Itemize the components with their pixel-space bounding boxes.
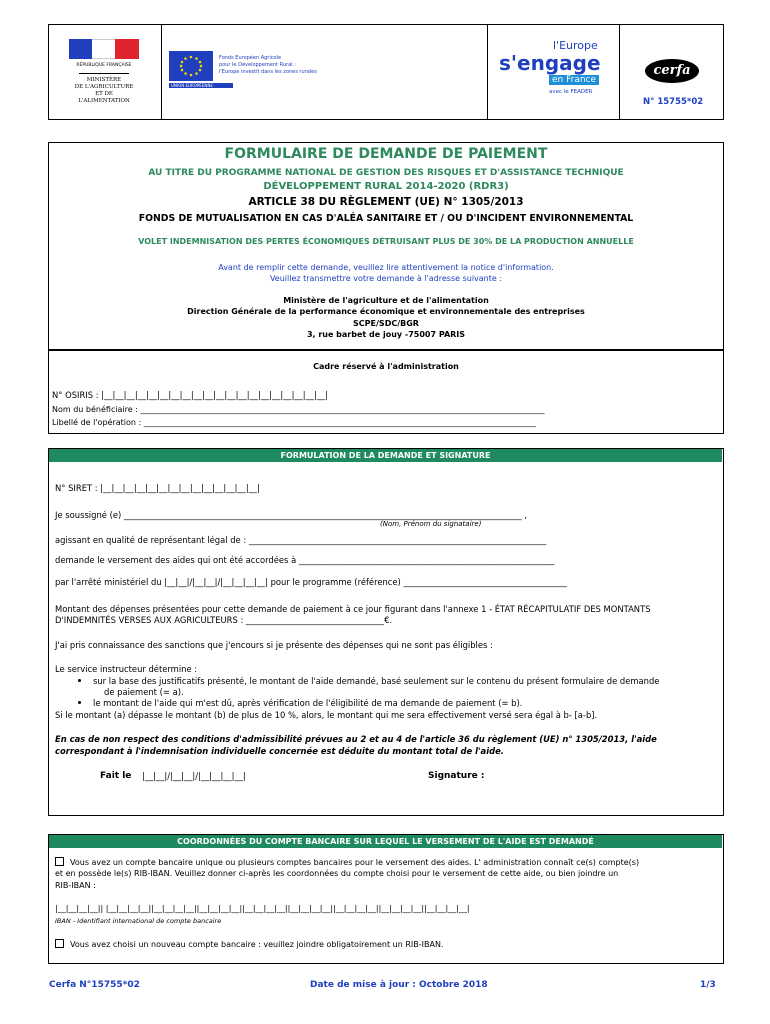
checkbox-unique-account[interactable] — [55, 857, 64, 866]
beneficiaire-field[interactable]: Nom du bénéficiaire : _____________________________________________________________________________________________________ — [52, 405, 545, 414]
banque-header: COORDONNÉES DU COMPTE BANCAIRE SUR LEQUEL LE VERSEMENT DE L'AIDE EST DEMANDÉ — [49, 835, 722, 848]
subtitle-2: DÉVELOPPEMENT RURAL 2014-2020 (RDR3) — [263, 181, 509, 192]
europe-engage-logo: l'Europe s'engage en France avec le FEADER — [499, 39, 601, 95]
form-number: N° 15755*02 — [643, 97, 704, 107]
republique-text: RÉPUBLIQUE FRANÇAISE — [76, 63, 132, 68]
eu-fund-text: Fonds Européen Agricole pour le Développement Rural : l'Europe investit dans les zones rurales — [219, 55, 317, 75]
address-2: Direction Générale de la performance économique et environnementale des entreprises — [187, 307, 585, 316]
eu-flag-logo — [169, 51, 213, 81]
si-montant-text: Si le montant (a) dépasse le montant (b) de plus de 10 %, alors, le montant qui me sera effectivement versé sera égal à b- [a-b]. — [55, 710, 598, 720]
notice-1: Avant de remplir cette demande, veuillez lire attentivement la notice d'information. — [218, 263, 554, 272]
bullet-1b: de paiement (= a). — [104, 687, 184, 697]
divider-line — [161, 25, 162, 119]
soussigne-field[interactable]: Je soussigné (e) _______________________________________________________________________________________________ , — [55, 510, 528, 520]
ministere-text: MINISTÈRE DE L'AGRICULTURE ET DE L'ALIMENTATION — [74, 77, 134, 104]
warning-2: correspondant à l'indemnisation individuelle concernée est déduite du montant total de l'aide. — [55, 746, 504, 756]
divider-line — [619, 25, 620, 119]
checkbox-new-account[interactable] — [55, 939, 64, 948]
montant-line-2[interactable]: D'INDEMNITÉS VERSES AUX AGRICULTEURS : _________________________________€. — [55, 615, 393, 625]
bullet-icon — [78, 701, 81, 704]
divider — [79, 73, 129, 74]
subtitle-5: VOLET INDEMNISATION DES PERTES ÉCONOMIQUES DÉTRUISANT PLUS DE 30% DE LA PRODUCTION ANNUELLE — [138, 237, 634, 246]
address-3: SCPE/SDC/BGR — [353, 319, 419, 328]
siret-field[interactable]: N° SIRET : |__|__|__|__|__|__|__|__|__|__|__|__|__|__| — [55, 483, 260, 493]
sanctions-text: J'ai pris connaissance des sanctions que j'encours si je présente des dépenses qui ne sont pas éligibles : — [55, 640, 493, 650]
bullet-2: le montant de l'aide qui m'est dû, après vérification de l'éligibilité de ma demande de paiement (= b). — [78, 698, 522, 708]
bullet-1: sur la base des justificatifs présenté, le montant de l'aide demandé, basé seulement sur le contenu du présent formulaire de demande — [78, 676, 659, 686]
operation-field[interactable]: Libellé de l'opération : __________________________________________________________________________________________________ — [52, 418, 536, 427]
address-1: Ministère de l'agriculture et de l'alimentation — [283, 296, 489, 305]
option-2[interactable]: Vous avez choisi un nouveau compte bancaire : veuillez joindre obligatoirement un RIB-IBAN. — [55, 939, 444, 949]
subtitle-3: ARTICLE 38 DU RÈGLEMENT (UE) N° 1305/2013 — [248, 196, 524, 208]
arrete-field[interactable]: par l'arrêté ministériel du |__|__|/|__|__|/|__|__|__|__| pour le programme (référence) _______________________________________ — [55, 577, 567, 587]
logo-bar — [48, 24, 724, 120]
notice-2: Veuillez transmettre votre demande à l'adresse suivante : — [269, 274, 503, 283]
warning-1: En cas de non respect des conditions d'admissibilité prévues au 2 et au 4 de l'article 36 du règlement (UE) n° 1305/2013, l'aide — [55, 734, 657, 744]
marianne-logo — [69, 39, 139, 65]
eu-stars-icon — [169, 51, 213, 81]
service-text: Le service instructeur détermine : — [55, 664, 198, 674]
agissant-field[interactable]: agissant en qualité de représentant légal de : _______________________________________________________________________ — [55, 535, 547, 545]
demande-header: FORMULATION DE LA DEMANDE ET SIGNATURE — [49, 449, 722, 462]
option-1[interactable]: Vous avez un compte bancaire unique ou plusieurs comptes bancaires pour le versement des aides. L' administration connaît ce(s) compte(s) — [55, 857, 639, 867]
divider-line — [487, 25, 488, 119]
footer-cerfa: Cerfa N°15755*02 — [49, 980, 140, 990]
eu-caption: UNION EUROPÉENNE — [169, 83, 233, 88]
admin-title: Cadre réservé à l'administration — [313, 362, 459, 371]
montant-line-1: Montant des dépenses présentées pour cette demande de paiement à ce jour figurant dans l'annexe 1 - ÉTAT RÉCAPITULATIF DES MONTANTS — [55, 604, 651, 614]
subtitle-1: AU TITRE DU PROGRAMME NATIONAL DE GESTION DES RISQUES ET D'ASSISTANCE TECHNIQUE — [148, 168, 624, 178]
address-4: 3, rue barbet de jouy -75007 PARIS — [306, 330, 466, 339]
signature-label[interactable]: Signature : — [428, 771, 485, 781]
demande-field[interactable]: demande le versement des aides qui ont été accordées à _____________________________________________________________ — [55, 555, 555, 565]
option-1b: et en possède le(s) RIB-IBAN. Veuillez donner ci-après les coordonnées du compte choisi pour le versement de cette aide, ou bien joindre un — [55, 869, 619, 878]
iban-field[interactable]: |__|__|__|__|| |__|__|__|__||__|__|__|__||__|__|__|__||__|__|__|__||__|__|__|__||__|__|__|__||__|__|__|__||__|__|__|__| — [55, 904, 470, 913]
cerfa-logo: cerfa — [645, 59, 699, 83]
iban-hint: IBAN - Identifiant international de compte bancaire — [55, 917, 222, 925]
footer-date: Date de mise à jour : Octobre 2018 — [310, 980, 488, 990]
demande-box — [48, 448, 724, 816]
page-title: FORMULAIRE DE DEMANDE DE PAIEMENT — [224, 146, 548, 162]
bullet-icon — [78, 679, 81, 682]
subtitle-4: FONDS DE MUTUALISATION EN CAS D'ALÉA SANITAIRE ET / OU D'INCIDENT ENVIRONNEMENTAL — [138, 213, 634, 224]
footer-page: 1/3 — [700, 980, 716, 990]
soussigne-hint: (Nom, Prénom du signataire) — [380, 520, 482, 528]
fait-le-date[interactable]: |__|__|/|__|__|/|__|__|__|__| — [142, 771, 246, 781]
option-1c: RIB-IBAN : — [55, 881, 96, 890]
fait-le-label: Fait le — [100, 771, 132, 781]
osiris-field[interactable]: N° OSIRIS : |__|__|__|__|__|__|__|__|__|__|__|__|__|__|__|__|__|__|__|__| — [52, 390, 328, 400]
